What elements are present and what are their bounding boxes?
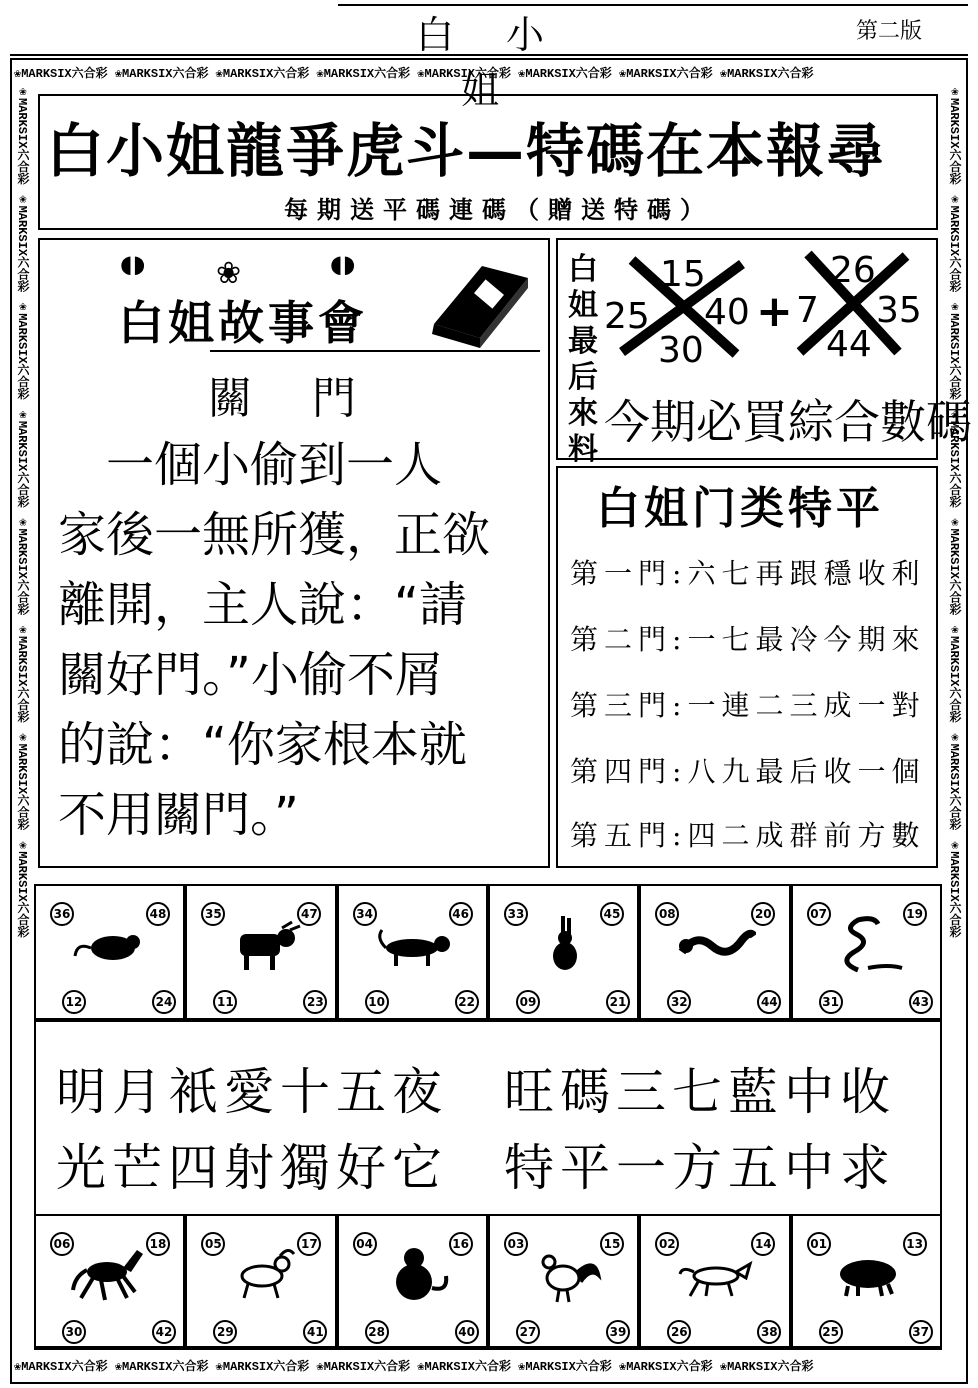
- number-ball: 15: [600, 1232, 624, 1256]
- flower-icon: ❀: [216, 256, 242, 291]
- door-row: [570, 814, 925, 854]
- number-40: 40: [704, 292, 750, 333]
- number-ball: 42: [152, 1320, 176, 1344]
- lantern-icon: ◖◗: [120, 250, 146, 278]
- dragon-icon: [676, 912, 756, 976]
- number-ball: 16: [449, 1232, 473, 1256]
- brand-strip-left: ❀MARKSIX六合彩 ❀MARKSIX六合彩 ❀MARKSIX六合彩 ❀MARKSIX六合彩 ❀MARKSIX六合彩 ❀MARKSIX六合彩 ❀MARKSIX六合彩 ❀MARKSIX六合彩: [15, 84, 29, 938]
- door-row: [570, 750, 925, 790]
- number-ball: 01: [807, 1232, 831, 1256]
- goat-icon: [222, 1242, 302, 1306]
- number-ball: 34: [353, 902, 377, 926]
- number-44: 44: [826, 324, 872, 365]
- number-ball: 37: [909, 1320, 933, 1344]
- zodiac-cell: [791, 884, 942, 1020]
- monkey-icon: [374, 1242, 454, 1306]
- zodiac-cell: [337, 884, 488, 1020]
- number-ball: 38: [757, 1320, 781, 1344]
- number-ball: 22: [455, 990, 479, 1014]
- zodiac-cell: [34, 884, 185, 1020]
- edition-label: 第二版: [856, 19, 923, 44]
- number-ball: 11: [213, 990, 237, 1014]
- poem-line: 明月衹愛十五夜 旺碼三七藍中收: [56, 1063, 896, 1121]
- number-ball: 10: [365, 990, 389, 1014]
- number-ball: 47: [297, 902, 321, 926]
- number-ball: 39: [606, 1320, 630, 1344]
- zodiac-cell: [639, 884, 790, 1020]
- number-35: 35: [876, 290, 922, 331]
- zodiac-cell: [185, 1214, 336, 1350]
- number-ball: 43: [909, 990, 933, 1014]
- number-ball: 27: [516, 1320, 540, 1344]
- number-ball: 46: [449, 902, 473, 926]
- number-ball: 28: [365, 1320, 389, 1344]
- number-30: 30: [658, 330, 704, 371]
- pig-icon: [828, 1242, 908, 1306]
- number-ball: 14: [751, 1232, 775, 1256]
- rabbit-icon: [525, 912, 605, 976]
- number-ball: 03: [504, 1232, 528, 1256]
- number-ball: 25: [819, 1320, 843, 1344]
- story-heading: 關門: [208, 373, 416, 424]
- lantern-icon: ◖◗: [330, 250, 356, 278]
- number-26: 26: [830, 250, 876, 291]
- story-line: 的說：“你家根本就: [58, 717, 467, 773]
- number-7: 7: [796, 290, 819, 331]
- doors-title: 白姐门类特平: [596, 483, 884, 534]
- number-ball: 19: [903, 902, 927, 926]
- number-ball: 12: [62, 990, 86, 1014]
- zodiac-cell: [791, 1214, 942, 1350]
- story-line: 不用關門。”: [58, 787, 299, 843]
- number-ball: 33: [504, 902, 528, 926]
- headline: 白小姐龍爭虎斗—特碼在本報尋: [46, 117, 887, 185]
- number-ball: 13: [903, 1232, 927, 1256]
- door-text: 一連二三成一對: [687, 689, 926, 722]
- number-ball: 41: [303, 1320, 327, 1344]
- story-line: 關好門。”小偷不屑: [58, 647, 443, 703]
- number-ball: 31: [819, 990, 843, 1014]
- page-title: 白 小 姐: [415, 13, 565, 112]
- book-icon: [424, 252, 534, 352]
- snake-icon: [828, 912, 908, 976]
- ox-icon: [222, 912, 302, 976]
- door-text: 六七再跟穩收利: [687, 557, 926, 590]
- zodiac-cell: [34, 1214, 185, 1350]
- number-ball: 29: [213, 1320, 237, 1344]
- zodiac-cell: [337, 1214, 488, 1350]
- number-ball: 17: [297, 1232, 321, 1256]
- number-ball: 23: [303, 990, 327, 1014]
- door-label: 第四門:: [570, 755, 688, 788]
- number-ball: 24: [152, 990, 176, 1014]
- number-ball: 02: [655, 1232, 679, 1256]
- number-ball: 20: [751, 902, 775, 926]
- door-text: 一七最冷今期來: [687, 623, 926, 656]
- zodiac-cell: [185, 884, 336, 1020]
- number-ball: 26: [667, 1320, 691, 1344]
- number-ball: 08: [655, 902, 679, 926]
- dog-icon: [676, 1242, 756, 1306]
- number-ball: 06: [50, 1232, 74, 1256]
- number-ball: 30: [62, 1320, 86, 1344]
- door-row: [570, 552, 925, 592]
- numbers-caption: 今期必買綜合數碼: [604, 395, 972, 449]
- number-ball: 35: [201, 902, 225, 926]
- door-label: 第五門:: [570, 819, 688, 852]
- plus-sign: +: [756, 286, 793, 337]
- door-label: 第二門:: [570, 623, 688, 656]
- brand-strip-top: ❀MARKSIX六合彩 ❀MARKSIX六合彩 ❀MARKSIX六合彩 ❀MARKSIX六合彩 ❀MARKSIX六合彩 ❀MARKSIX六合彩 ❀MARKSIX六合彩 ❀MARKSIX六合彩: [14, 67, 814, 81]
- door-row: [570, 618, 925, 658]
- door-label: 第一門:: [570, 557, 688, 590]
- zodiac-cell: [639, 1214, 790, 1350]
- number-ball: 44: [757, 990, 781, 1014]
- number-ball: 36: [50, 902, 74, 926]
- brand-strip-bottom: ❀MARKSIX六合彩 ❀MARKSIX六合彩 ❀MARKSIX六合彩 ❀MARKSIX六合彩 ❀MARKSIX六合彩 ❀MARKSIX六合彩 ❀MARKSIX六合彩 ❀MARKSIX六合彩: [14, 1360, 814, 1374]
- number-ball: 04: [353, 1232, 377, 1256]
- number-ball: 48: [146, 902, 170, 926]
- door-row: [570, 684, 925, 724]
- story-title: 白姐故事會: [118, 296, 368, 350]
- tiger-icon: [374, 912, 454, 976]
- number-ball: 09: [516, 990, 540, 1014]
- horse-icon: [71, 1242, 151, 1306]
- number-ball: 05: [201, 1232, 225, 1256]
- subline: 每期送平碼連碼（贈送特碼）: [284, 196, 713, 224]
- number-25: 25: [604, 296, 650, 337]
- number-ball: 21: [606, 990, 630, 1014]
- rooster-icon: [525, 1242, 605, 1306]
- door-label: 第三門:: [570, 689, 688, 722]
- zodiac-cell: [488, 884, 639, 1020]
- number-ball: 40: [455, 1320, 479, 1344]
- number-ball: 45: [600, 902, 624, 926]
- number-ball: 32: [667, 990, 691, 1014]
- zodiac-cell: [488, 1214, 639, 1350]
- numbers-label: 白姐最后來料: [568, 252, 598, 467]
- number-15: 15: [660, 254, 706, 295]
- rat-icon: [71, 912, 151, 976]
- number-ball: 07: [807, 902, 831, 926]
- brand-strip-right: ❀MARKSIX六合彩 ❀MARKSIX六合彩 ❀MARKSIX六合彩 ❀MARKSIX六合彩 ❀MARKSIX六合彩 ❀MARKSIX六合彩 ❀MARKSIX六合彩 ❀MARKSIX六合彩: [947, 84, 961, 938]
- story-text: [58, 430, 528, 850]
- story-line: 家後一無所獲，正欲: [58, 507, 491, 563]
- number-ball: 18: [146, 1232, 170, 1256]
- poem-line: 光芒四射獨好它 特平一方五中求: [56, 1139, 896, 1197]
- story-line: 一個小偷到一人: [58, 437, 443, 493]
- door-text: 八九最后收一個: [687, 755, 926, 788]
- story-line: 離開，主人說：“請: [58, 577, 467, 633]
- door-text: 四二成群前方數: [687, 819, 926, 852]
